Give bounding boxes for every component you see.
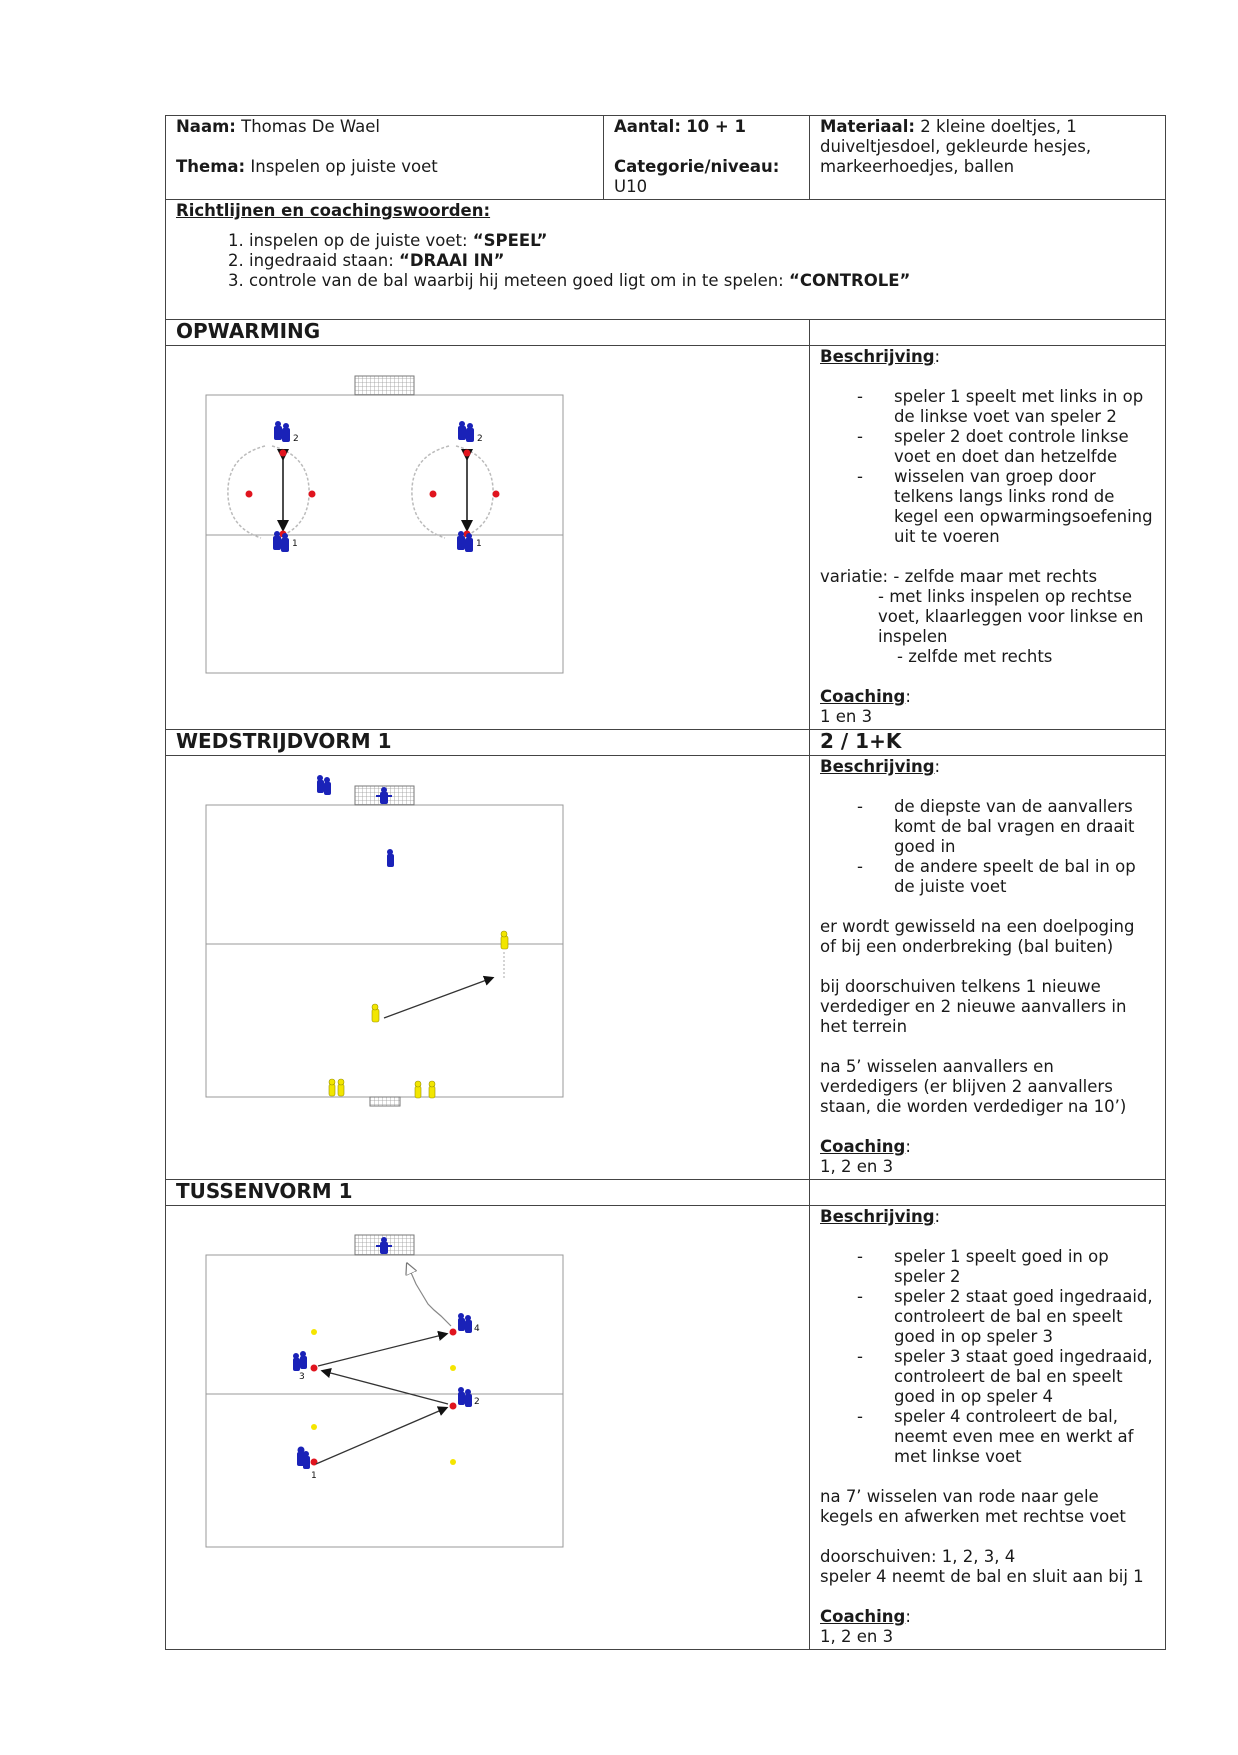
variatie-line: - met links inspelen op rechtse voet, klaarleggen voor linkse en inspelen xyxy=(878,587,1144,646)
bullet-item: - speler 2 staat goed ingedraaid, controleert de bal en speelt goed in op speler 3 xyxy=(820,1287,1155,1347)
cone-yellow xyxy=(450,1365,456,1371)
bullet-item: - de andere speelt de bal in op de juiste voet xyxy=(820,857,1155,897)
materiaal-label: Materiaal: xyxy=(820,117,915,136)
thema-value: Inspelen op juiste voet xyxy=(250,157,438,176)
guideline-item: 1. inspelen op de juiste voet: “SPEEL” xyxy=(249,231,1155,251)
wedstrijdvorm-diagram xyxy=(166,756,604,1121)
opwarming-text-cell: Beschrijving: - speler 1 speelt met links in op de linkse voet van speler 2 - speler 2 doet controle linkse voet en doet dan hetzelfde - wisselen van groep door telkens langs links rond de kegel een opwarmingsoefening uit te voeren variatie: - zelfde maar met rechts - met links inspelen op rechtse voet, klaarleggen voor linkse en inspelen - zelfde met rechts Coaching: 1 en 3 xyxy=(810,346,1166,730)
paragraph: na 7’ wisselen van rode naar gele kegels en afwerken met rechtse voet xyxy=(820,1487,1126,1526)
coaching-label: Coaching xyxy=(820,1607,906,1626)
exercise-group-right xyxy=(412,421,500,552)
player-label: 4 xyxy=(474,1324,480,1334)
coaching-value: 1 en 3 xyxy=(820,707,873,726)
player-icon xyxy=(317,775,331,795)
cone-red xyxy=(450,1329,457,1336)
player-icon xyxy=(329,1079,344,1096)
bullet-item: - speler 1 speelt met links in op de linkse voet van speler 2 xyxy=(820,387,1155,427)
guideline-item: 2. ingedraaid staan: “DRAAI IN” xyxy=(249,251,1155,271)
tussenvorm-diagram-cell xyxy=(166,1206,810,1650)
bullet-item: - speler 2 doet controle linkse voet en doet dan hetzelfde xyxy=(820,427,1155,467)
player-icon xyxy=(458,421,474,442)
cone-red xyxy=(493,491,500,498)
cone-red xyxy=(311,1365,318,1372)
bullet-item: - de diepste van de aanvallers komt de bal vragen en draait goed in xyxy=(820,797,1155,857)
guidelines-cell xyxy=(166,200,1166,320)
naam-value: Thomas De Wael xyxy=(241,117,380,136)
tussenvorm-text-cell: Beschrijving: - speler 1 speelt goed in op speler 2 - speler 2 staat goed ingedraaid, controleert de bal en speelt goed in op speler 3 - speler 3 staat goed ingedraaid, controleert de bal en speelt goed in op speler 4 - speler 4 controleert de bal, neemt even mee en werkt af met linkse voet na 7’ wisselen van rode naar gele kegels en afwerken met rechtse voet doorschuiven: 1, 2, 3, 4 speler 4 neemt de bal en sluit aan bij 1 Coaching: 1, 2 en 3 xyxy=(810,1206,1166,1650)
paragraph: doorschuiven: 1, 2, 3, 4 xyxy=(820,1547,1016,1566)
player-icon xyxy=(297,1447,310,1470)
player-icon xyxy=(458,1313,472,1333)
field-outline xyxy=(206,805,563,1097)
beschrijving-label: Beschrijving xyxy=(820,757,935,776)
player-icon xyxy=(501,931,508,949)
tussenvorm-right-title xyxy=(810,1180,1166,1206)
paragraph: na 5’ wisselen aanvallers en verdedigers (er blijven 2 aanvallers staan, die worden verdediger na 10’) xyxy=(820,1057,1127,1116)
categorie-value: U10 xyxy=(614,177,648,196)
aantal-categorie-cell xyxy=(604,116,810,200)
coaching-label: Coaching xyxy=(820,687,906,706)
aantal-value: 10 + 1 xyxy=(686,117,746,136)
field-outline xyxy=(206,395,563,673)
player-label: 1 xyxy=(476,539,482,549)
tussenvorm-diagram xyxy=(166,1206,604,1585)
tussenvorm-bullets xyxy=(820,1247,1155,1467)
coaching-value: 1, 2 en 3 xyxy=(820,1157,894,1176)
opwarming-diagram-cell xyxy=(166,346,810,730)
player-label: 1 xyxy=(292,539,298,549)
bullet-item: - speler 3 staat goed ingedraaid, controleert de bal en speelt goed in op speler 4 xyxy=(820,1347,1155,1407)
player-icon xyxy=(415,1081,435,1098)
bullet-item: - wisselen van groep door telkens langs links rond de kegel een opwarmingsoefening uit te voeren xyxy=(820,467,1155,547)
bullet-item: - speler 1 speelt goed in op speler 2 xyxy=(820,1247,1155,1287)
variatie-line: variatie: - zelfde maar met rechts xyxy=(820,567,1098,586)
beschrijving-label: Beschrijving xyxy=(820,347,935,366)
player-icon xyxy=(293,1351,307,1371)
player-icon xyxy=(387,849,394,867)
player-icon xyxy=(458,1387,472,1407)
cone-red xyxy=(280,450,287,457)
tussenvorm-title: TUSSENVORM 1 xyxy=(166,1180,810,1206)
opwarming-title: OPWARMING xyxy=(166,320,810,346)
naam-label: Naam: xyxy=(176,117,236,136)
player-label: 3 xyxy=(299,1372,305,1382)
thema-label: Thema: xyxy=(176,157,246,176)
guidelines-list xyxy=(216,231,1155,291)
wedstrijdvorm-right-title: 2 / 1+K xyxy=(810,730,1166,756)
cone-yellow xyxy=(311,1424,317,1430)
beschrijving-label: Beschrijving xyxy=(820,1207,935,1226)
cone-red xyxy=(450,1403,457,1410)
small-goal-icon xyxy=(370,1097,400,1106)
player-label: 2 xyxy=(477,434,483,444)
player-label: 2 xyxy=(474,1397,480,1407)
paragraph: er wordt gewisseld na een doelpoging of bij een onderbreking (bal buiten) xyxy=(820,917,1135,956)
paragraph: bij doorschuiven telkens 1 nieuwe verdediger en 2 nieuwe aanvallers in het terrein xyxy=(820,977,1127,1036)
player-label: 1 xyxy=(311,1471,317,1481)
coaching-value: 1, 2 en 3 xyxy=(820,1627,894,1646)
goal-icon xyxy=(355,376,414,395)
materiaal-cell xyxy=(810,116,1166,200)
field-outline xyxy=(206,1255,563,1547)
variatie-line: - zelfde met rechts xyxy=(897,647,1053,666)
guidelines-title: Richtlijnen en coachingswoorden: xyxy=(176,201,491,220)
cone-red xyxy=(246,491,253,498)
wedstrijdvorm-bullets xyxy=(820,797,1155,897)
player-label: 2 xyxy=(293,434,299,444)
cone-red xyxy=(430,491,437,498)
categorie-label: Categorie/niveau: xyxy=(614,157,780,176)
wedstrijdvorm-diagram-cell xyxy=(166,756,810,1180)
cone-yellow xyxy=(311,1329,317,1335)
bullet-item: - speler 4 controleert de bal, neemt even mee en werkt af met linkse voet xyxy=(820,1407,1155,1467)
opwarming-diagram xyxy=(166,346,604,693)
guideline-item: 3. controle van de bal waarbij hij meteen goed ligt om in te spelen: “CONTROLE” xyxy=(249,271,1155,291)
opwarming-right-title xyxy=(810,320,1166,346)
wedstrijdvorm-title: WEDSTRIJDVORM 1 xyxy=(166,730,810,756)
wedstrijdvorm-text-cell: Beschrijving: - de diepste van de aanvallers komt de bal vragen en draait goed in - de andere speelt de bal in op de juiste voet er wordt gewisseld na een doelpoging of bij een onderbreking (bal buiten) bij doorschuiven telkens 1 nieuwe verdediger en 2 nieuwe aanvallers in het terrein na 5’ wisselen aanvallers en verdedigers (er blijven 2 aanvallers staan, die worden verdediger na 10’) Coaching: 1, 2 en 3 xyxy=(810,756,1166,1180)
cone-yellow xyxy=(450,1459,456,1465)
materiaal-value: 2 kleine doeltjes, 1 duiveltjesdoel, gekleurde hesjes, markeerhoedjes, ballen xyxy=(820,117,1092,176)
exercise-group-left xyxy=(228,421,316,552)
coaching-label: Coaching xyxy=(820,1137,906,1156)
paragraph: speler 4 neemt de bal en sluit aan bij 1 xyxy=(820,1567,1144,1586)
aantal-label: Aantal: xyxy=(614,117,681,136)
cone-red xyxy=(309,491,316,498)
cone-red xyxy=(464,450,471,457)
opwarming-bullets xyxy=(820,387,1155,547)
player-icon xyxy=(274,421,290,442)
naam-thema-cell xyxy=(166,116,604,200)
player-icon xyxy=(372,1004,379,1022)
training-sheet xyxy=(165,115,1166,1650)
